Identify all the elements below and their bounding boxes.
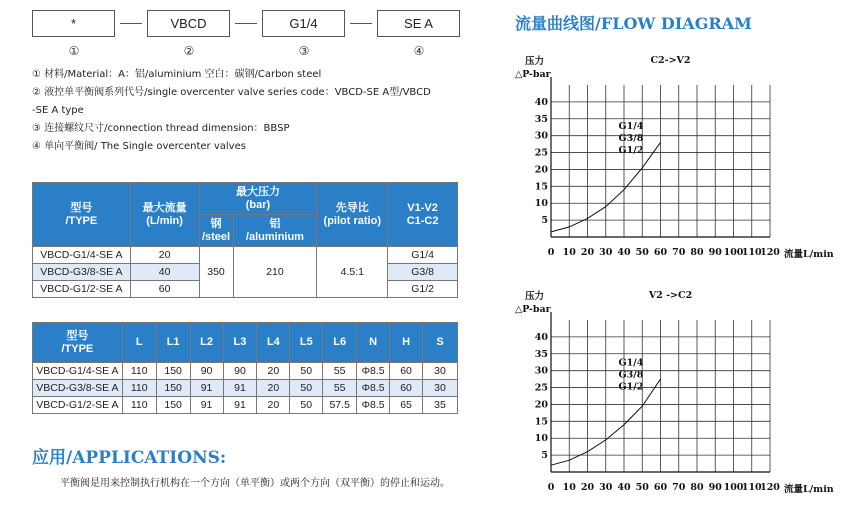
table-cell: 20: [257, 397, 290, 414]
table-cell: VBCD-G1/4-SE A: [33, 363, 123, 380]
y-tick-label: 20: [534, 399, 548, 411]
table-cell: 150: [156, 363, 190, 380]
cell-port: G1/2: [388, 281, 458, 298]
y-tick-label: 5: [541, 215, 548, 227]
y-tick-label: 20: [534, 164, 548, 176]
y-tick-label: 30: [534, 130, 548, 142]
header-type: 型号 /TYPE: [33, 323, 123, 363]
x-tick-label: 50: [635, 482, 649, 493]
x-tick-label: 10: [562, 482, 576, 493]
y-axis-label: △P-bar: [515, 69, 551, 80]
x-tick-label: 90: [708, 247, 722, 258]
header-dim: L6: [323, 323, 357, 363]
x-tick-label: 70: [672, 482, 686, 493]
table-cell: 90: [190, 363, 223, 380]
table-row: [33, 247, 458, 264]
y-tick-label: 25: [534, 382, 548, 394]
x-tick-label: 60: [653, 247, 668, 258]
code-notes: [32, 66, 472, 156]
table-cell: VBCD-G3/8-SE A: [33, 380, 123, 397]
x-tick-label: 100: [723, 247, 744, 258]
table-cell: 50: [290, 363, 323, 380]
table-cell: 50: [290, 397, 323, 414]
cell-type: VBCD-G3/8-SE A: [33, 264, 131, 281]
table-cell: 110: [122, 363, 156, 380]
flow-chart-c2-v2: [505, 50, 845, 265]
table-cell: 35: [423, 397, 458, 414]
header-dim: L5: [290, 323, 323, 363]
table-cell: 55: [323, 363, 357, 380]
x-tick-label: 40: [617, 247, 631, 258]
x-tick-label: 100: [723, 482, 744, 493]
x-tick-label: 20: [580, 482, 595, 493]
code-number-2: ②: [183, 44, 195, 58]
header-dim: L2: [190, 323, 223, 363]
x-tick-label: 40: [617, 482, 631, 493]
table-cell: 90: [223, 363, 257, 380]
y-axis-label: △P-bar: [515, 304, 551, 315]
cell-flow: 20: [130, 247, 199, 264]
applications-title: 应用/APPLICATIONS:: [32, 448, 227, 468]
header-pilot-ratio: 先导比 (pilot ratio): [317, 183, 388, 247]
y-tick-label: 15: [534, 181, 548, 193]
header-ports: V1-V2 C1-C2: [388, 183, 458, 247]
code-box-material: *: [32, 10, 115, 37]
table-cell: 55: [323, 380, 357, 397]
x-tick-label: 0: [547, 482, 555, 493]
note-line: -SE A type: [32, 105, 84, 116]
cell-flow: 60: [130, 281, 199, 298]
y-tick-label: 30: [534, 365, 548, 377]
x-tick-label: 60: [653, 482, 668, 493]
note-line: ② 液控单平衡阀系列代号/single overcenter valve series code：VBCD-SE A型/VBCD: [32, 87, 431, 98]
note-line: ③ 连接螺纹尺寸/connection thread dimension：BBSP: [32, 123, 290, 134]
applications-text: 平衡阀是用来控制执行机构在一个方向（单平衡）或两个方向（双平衡）的停止和运动。: [60, 478, 450, 489]
table-cell: 30: [423, 380, 458, 397]
x-tick-label: 80: [690, 247, 704, 258]
series-label: G3/8: [618, 132, 644, 144]
y-tick-label: 40: [534, 331, 548, 343]
y-tick-label: 35: [534, 348, 548, 360]
x-tick-label: 70: [672, 247, 686, 258]
cell-type: VBCD-G1/4-SE A: [33, 247, 131, 264]
table-cell: 60: [390, 380, 423, 397]
x-tick-label: 110: [741, 482, 762, 493]
header-max-flow: 最大流量 (L/min): [130, 183, 199, 247]
table-cell: 110: [122, 380, 156, 397]
table-cell: VBCD-G1/2-SE A: [33, 397, 123, 414]
header-dim: N: [357, 323, 390, 363]
x-axis-label: 流量L/min: [784, 249, 834, 260]
code-number-1: ①: [68, 44, 80, 58]
chart-title: C2->V2: [650, 55, 691, 66]
x-tick-label: 10: [562, 247, 576, 258]
code-dash: [350, 23, 372, 24]
code-box-thread: G1/4: [262, 10, 345, 37]
header-dim: L3: [223, 323, 257, 363]
table-cell: 91: [190, 397, 223, 414]
table-cell: 20: [257, 380, 290, 397]
header-dim: H: [390, 323, 423, 363]
code-box-type: SE A: [377, 10, 460, 37]
y-tick-label: 15: [534, 416, 548, 428]
code-number-4: ④: [413, 44, 425, 58]
y-tick-label: 40: [534, 96, 548, 108]
cell-port: G3/8: [388, 264, 458, 281]
table-cell: 150: [156, 380, 190, 397]
series-label: G1/4: [618, 357, 644, 369]
dimensions-table: [32, 322, 458, 414]
x-axis-label: 流量L/min: [784, 484, 834, 495]
header-dim: L4: [257, 323, 290, 363]
y-tick-label: 25: [534, 147, 548, 159]
table-row: [33, 380, 458, 397]
y-tick-label: 35: [534, 113, 548, 125]
x-tick-label: 120: [760, 247, 780, 258]
x-tick-label: 30: [599, 482, 613, 493]
header-steel: 钢 /steel: [199, 215, 233, 247]
table-cell: 91: [223, 380, 257, 397]
y-axis-label-cn: 压力: [525, 56, 545, 67]
header-dim: L1: [156, 323, 190, 363]
table-cell: 60: [390, 363, 423, 380]
table-cell: 150: [156, 397, 190, 414]
x-tick-label: 80: [690, 482, 704, 493]
header-type: 型号 /TYPE: [33, 183, 131, 247]
table-cell: 57.5: [323, 397, 357, 414]
code-dash: [120, 23, 142, 24]
y-tick-label: 5: [541, 450, 548, 462]
flow-diagram-title: 流量曲线图/FLOW DIAGRAM: [515, 14, 752, 33]
x-tick-label: 90: [708, 482, 722, 493]
y-axis-label-cn: 压力: [525, 291, 545, 302]
y-tick-label: 10: [534, 198, 548, 210]
series-label: G1/2: [618, 144, 644, 156]
table-cell: 91: [190, 380, 223, 397]
table-cell: 50: [290, 380, 323, 397]
series-label: G3/8: [618, 369, 644, 381]
header-dim: L: [122, 323, 156, 363]
series-label: G1/4: [618, 120, 644, 132]
cell-pilot-ratio: 4.5:1: [317, 247, 388, 298]
y-tick-label: 10: [534, 433, 548, 445]
x-tick-label: 50: [635, 247, 649, 258]
table-cell: 110: [122, 397, 156, 414]
code-dash: [235, 23, 257, 24]
cell-port: G1/4: [388, 247, 458, 264]
table-cell: Φ8.5: [357, 363, 390, 380]
flow-chart-v2-c2: [505, 285, 845, 500]
header-dim: S: [423, 323, 458, 363]
x-tick-label: 110: [741, 247, 762, 258]
code-number-3: ③: [298, 44, 310, 58]
table-cell: 30: [423, 363, 458, 380]
header-max-pressure: 最大压力 (bar): [199, 183, 317, 215]
x-tick-label: 30: [599, 247, 613, 258]
table-cell: 65: [390, 397, 423, 414]
table-row: [33, 363, 458, 380]
table-row: [33, 397, 458, 414]
note-line: ④ 单向平衡阀/ The Single overcenter valves: [32, 141, 246, 152]
x-tick-label: 120: [760, 482, 780, 493]
table-cell: 20: [257, 363, 290, 380]
cell-type: VBCD-G1/2-SE A: [33, 281, 131, 298]
table-cell: Φ8.5: [357, 397, 390, 414]
note-line: ① 材料/Material：A：铝/aluminium 空白：碳钢/Carbon steel: [32, 69, 322, 80]
header-aluminium: 铝 /aluminium: [233, 215, 317, 247]
cell-flow: 40: [130, 264, 199, 281]
code-box-series: VBCD: [147, 10, 230, 37]
cell-steel-pressure: 350: [199, 247, 233, 298]
cell-aluminium-pressure: 210: [233, 247, 317, 298]
table-cell: Φ8.5: [357, 380, 390, 397]
x-tick-label: 20: [580, 247, 595, 258]
chart-title: V2 ->C2: [648, 290, 693, 301]
table-cell: 91: [223, 397, 257, 414]
series-label: G1/2: [618, 381, 644, 393]
x-tick-label: 0: [547, 247, 555, 258]
performance-table: [32, 182, 458, 298]
